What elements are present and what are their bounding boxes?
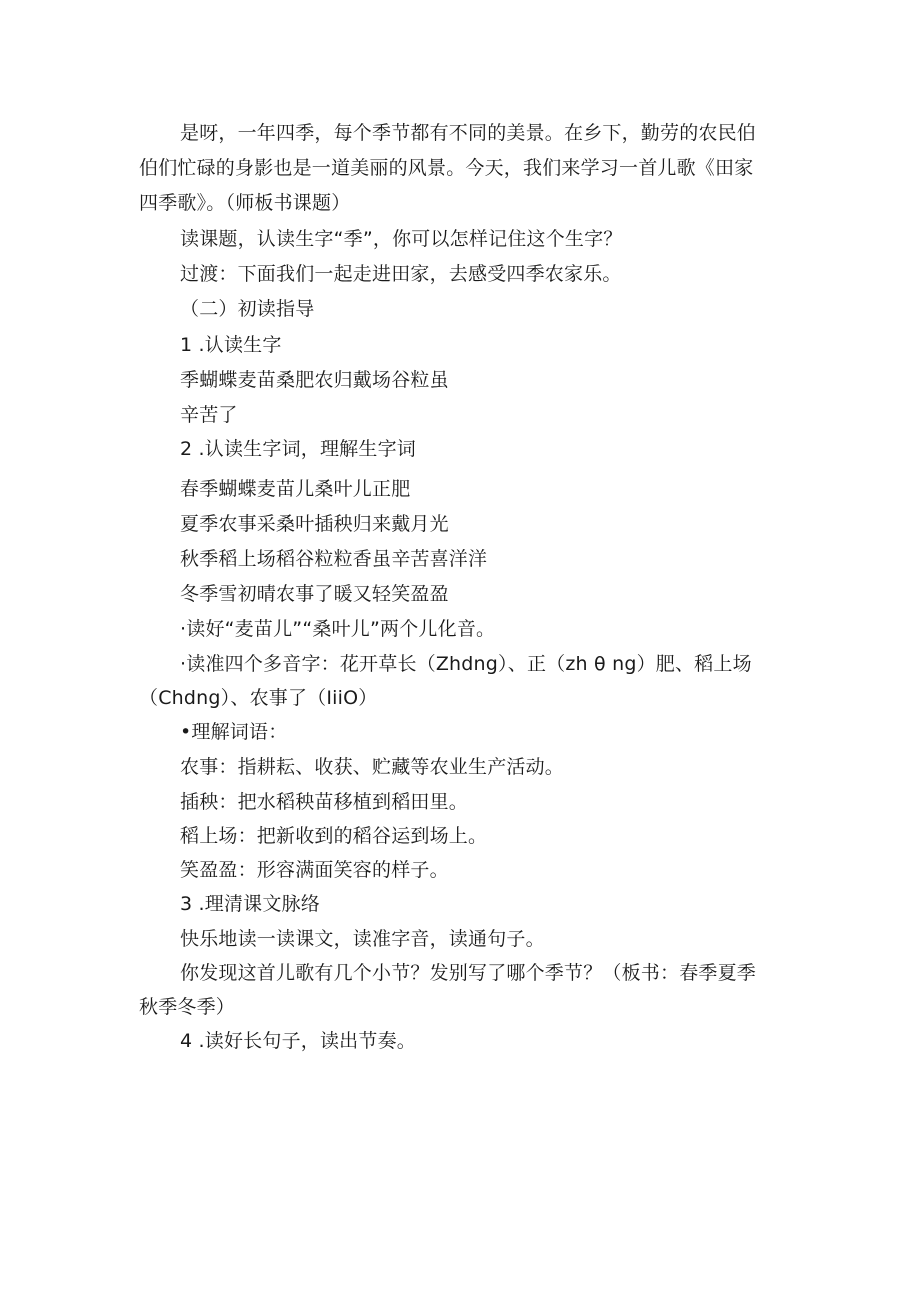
question-line-1: 你发现这首儿歌有几个小节？发别写了哪个季节？（板书：春季夏季 (180, 962, 757, 984)
polyphone-bullet-line-1: ·读准四个多音字：花开草长（Zhdng）、正（zh θ ng）肥、稻上场 (180, 653, 752, 675)
transition-line: 过渡：下面我们一起走进田家，去感受四季农家乐。 (180, 263, 622, 285)
item-2-heading: 2 .认读生字词，理解生字词 (180, 438, 416, 460)
paragraph-intro-line-3: 四季歌》。（师板书课题） (139, 192, 351, 214)
new-characters-line-2: 辛苦了 (180, 404, 238, 426)
item-4-heading: 4 .读好长句子，读出节奏。 (180, 1030, 416, 1052)
spring-words-line: 春季蝴蝶麦苗儿桑叶儿正肥 (180, 478, 411, 500)
read-aloud-line: 快乐地读一读课文，读准字音，读通句子。 (180, 928, 545, 950)
polyphone-bullet-line-2: （Chdng）、农事了（IiiO） (139, 687, 378, 709)
definition-xiaoyingying: 笑盈盈：形容满面笑容的样子。 (180, 859, 449, 881)
erhua-bullet-line: ·读好“麦苗儿”“桑叶儿”两个儿化音。 (180, 618, 496, 640)
summer-words-line: 夏季农事采桑叶插秧归来戴月光 (180, 513, 449, 535)
paragraph-intro-line-1: 是呀，一年四季，每个季节都有不同的美景。在乡下，勤劳的农民伯 (180, 122, 757, 144)
new-characters-line-1: 季蝴蝶麦苗桑肥农归戴场谷粒虽 (180, 369, 449, 391)
reading-title-line: 读课题，认读生字“季”，你可以怎样记住这个生字？ (180, 228, 623, 250)
item-1-heading: 1 .认读生字 (180, 334, 282, 356)
winter-words-line: 冬季雪初晴农事了暖又轻笑盈盈 (180, 583, 449, 605)
autumn-words-line: 秋季稻上场稻谷粒粒香虽辛苦喜洋洋 (180, 548, 488, 570)
definition-chayang: 插秧：把水稻秧苗移植到稻田里。 (180, 791, 469, 813)
section-heading-first-reading: （二）初读指导 (180, 298, 315, 320)
vocabulary-bullet-heading: •理解词语： (180, 721, 288, 743)
paragraph-intro-line-2: 伯们忙碌的身影也是一道美丽的风景。今天，我们来学习一首儿歌《田家 (139, 157, 754, 179)
item-3-heading: 3 .理清课文脉络 (180, 893, 320, 915)
question-line-2: 秋季冬季） (139, 996, 236, 1018)
definition-nongshi: 农事：指耕耘、收获、贮藏等农业生产活动。 (180, 756, 565, 778)
definition-daoshangchang: 稻上场：把新收到的稻谷运到场上。 (180, 825, 488, 847)
